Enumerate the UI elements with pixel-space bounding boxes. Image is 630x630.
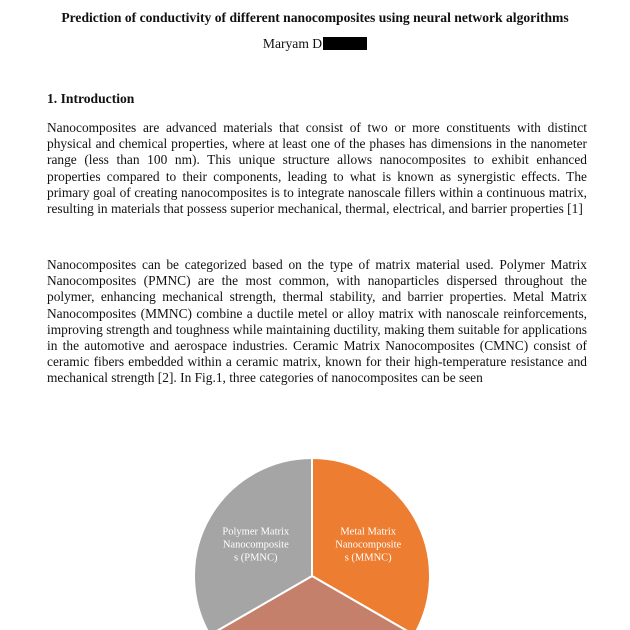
pie-label-0: Metal Matrix Nanocomposite s (MMNC) (335, 526, 402, 564)
pie-label-2: Polymer Matrix Nanocomposite s (PMNC) (222, 526, 290, 564)
paragraph-1: Nanocomposites are advanced materials that consist of two or more constituents with distinct physical and chemical properties, where at least one of the phases has dimensions in the nanometer range (less than 100 nm). This unique structure allows nanocomposites to exhibit enhanced properties compared to their components, leading to what is known as synergistic effects. The primary goal of creating nanocomposites is to integrate nanoscale fillers within a continuous matrix, resulting in materials that possess superior mechanical, thermal, electrical, and barrier properties [1] (47, 120, 587, 217)
section-heading: 1. Introduction (47, 91, 135, 106)
paragraph-2: Nanocomposites can be categorized based on the type of matrix material used. Polymer Matrix Nanocomposites (PMNC) are the most common, with nanoparticles dispersed throughout the polymer, enhancing mechanical strength, thermal stability, and barrier properties. Metal Matrix Nanocomposites (MMNC) combine a ductile metel or alloy matrix with nanoscale reinforcements, improving strength and toughness while maintaining ductility, making them suitable for applications in the automotive and aerospace industries. Ceramic Matrix Nanocomposites (CMNC) consist of ceramic fibers embedded within a ceramic matrix, known for their high-temperature resistance and mechanical strength [2]. In Fig.1, three categories of nanocomposites can be seen (47, 257, 587, 386)
document-title: Prediction of conductivity of different nanocomposites using neural network algorithms (61, 10, 569, 25)
author-name: Maryam D (262, 36, 323, 51)
